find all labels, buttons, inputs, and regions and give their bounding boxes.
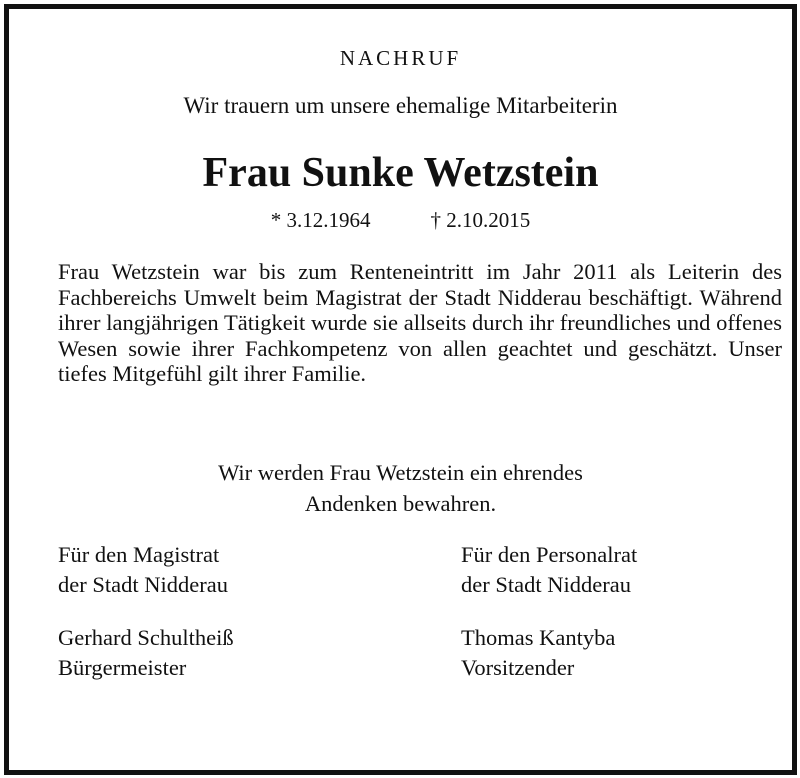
obituary-frame [4,4,797,775]
signatory-left [58,623,234,683]
tribute-paragraph: Frau Wetzstein war bis zum Renteneintritt im Jahr 2011 als Leiterin des Fachbereichs Umwelt beim Magistrat der Stadt Nidderau beschäftigt. Während ihrer langjährigen Tätigkeit wurde sie allseits durch ihr freundliches und offenes Wesen sowie ihrer Fachkompetenz von allen geachtet und geschätzt. Unser tiefes Mitgefühl gilt ihrer Familie. [58,259,782,387]
signatory-right-name: Thomas Kantyba [461,625,616,650]
signature-org-left [58,540,228,600]
closing-line-2: Andenken bewahren. [304,491,497,516]
signatory-left-name: Gerhard Schultheiß [58,625,234,650]
closing-line-1: Wir werden Frau Wetzstein ein ehrendes [218,460,583,485]
intro-text: Wir trauern um unsere ehemalige Mitarbeiterin [183,93,618,118]
deceased-name: Frau Sunke Wetzstein [202,150,599,196]
signature-org-right-line-1: Für den Personalrat [461,542,638,567]
signature-org-right-line-2: der Stadt Nidderau [461,572,631,597]
signatory-right [461,623,615,683]
signature-org-right [461,540,637,600]
signatory-left-title: Bürgermeister [58,655,187,680]
signatory-right-title: Vorsitzender [461,655,575,680]
birth-date: * 3.12.1964 [270,208,371,232]
death-date: † 2.10.2015 [430,208,531,232]
signature-org-left-line-2: der Stadt Nidderau [58,572,228,597]
signature-org-left-line-1: Für den Magistrat [58,542,220,567]
closing-statement [9,457,792,519]
life-dates [9,208,792,233]
notice-label: NACHRUF [339,46,462,70]
